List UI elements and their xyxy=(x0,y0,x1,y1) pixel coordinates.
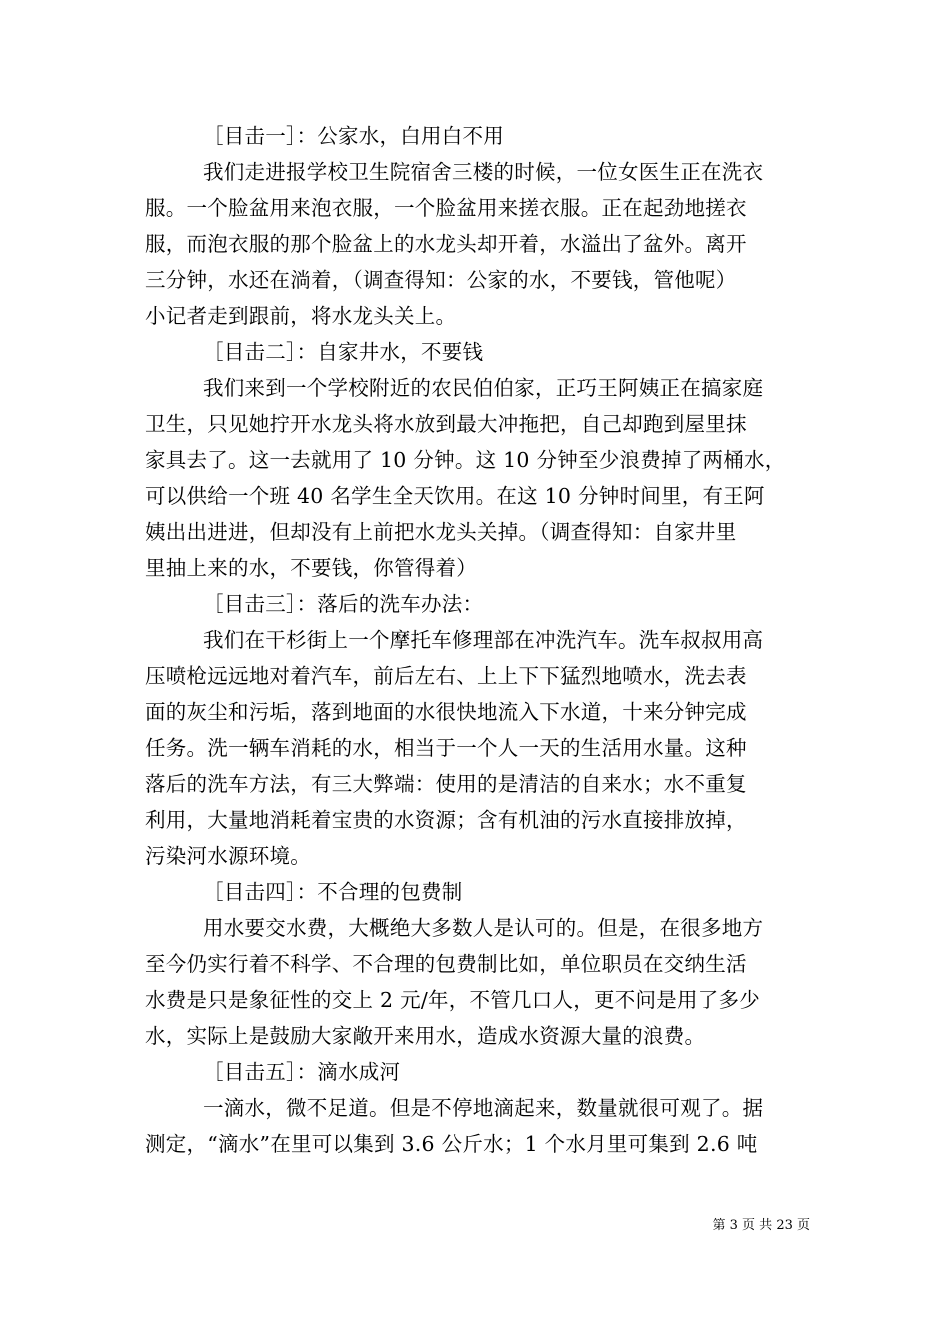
paragraph-line: 里抽上来的水，不要钱，你管得着） xyxy=(145,556,477,580)
paragraph-line: 用水要交水费，大概绝大多数人是认可的。但是，在很多地方 xyxy=(203,916,764,940)
paragraph-line: 姨出出进进，但却没有上前把水龙头关掉。（调查得知：自家井里 xyxy=(145,520,737,544)
paragraph-line: 服，而泡衣服的那个脸盆上的水龙头却开着，水溢出了盆外。离开 xyxy=(145,232,747,256)
paragraph-line: 任务。洗一辆车消耗的水，相当于一个人一天的生活用水量。这种 xyxy=(145,736,747,760)
paragraph-line: 一滴水，微不足道。但是不停地滴起来，数量就很可观了。据 xyxy=(203,1096,764,1120)
paragraph-line: 水，实际上是鼓励大家敞开来用水，造成水资源大量的浪费。 xyxy=(145,1024,706,1048)
section-heading: ［目击二］：自家井水，不要钱 xyxy=(203,340,484,364)
page-number: 第 3 页 共 23 页 xyxy=(712,1218,810,1233)
paragraph-line: 卫生，只见她拧开水龙头将水放到最大冲拖把，自己却跑到屋里抹 xyxy=(145,412,747,436)
paragraph-line: 服。一个脸盆用来泡衣服，一个脸盆用来搓衣服。正在起劲地搓衣 xyxy=(145,196,747,220)
paragraph-line: 压喷枪远远地对着汽车，前后左右、上上下下猛烈地喷水，洗去表 xyxy=(145,664,747,688)
section-heading: ［目击三］：落后的洗车办法： xyxy=(203,592,484,616)
paragraph-line: 落后的洗车方法，有三大弊端：使用的是清洁的自来水；水不重复 xyxy=(145,772,747,796)
paragraph-line: 至今仍实行着不科学、不合理的包费制比如，单位职员在交纳生活 xyxy=(145,952,747,976)
document-body xyxy=(145,118,810,1162)
paragraph-line: 污染河水源环境。 xyxy=(145,844,311,868)
paragraph-line: 我们来到一个学校附近的农民伯伯家，正巧王阿姨正在搞家庭 xyxy=(203,376,764,400)
section-heading: ［目击一］：公家水，白用白不用 xyxy=(203,124,504,148)
paragraph-line: 我们在干杉街上一个摩托车修理部在冲洗汽车。洗车叔叔用高 xyxy=(203,628,764,652)
paragraph-line: 家具去了。这一去就用了 10 分钟。这 10 分钟至少浪费掉了两桶水， xyxy=(145,448,786,472)
paragraph-line: 三分钟，水还在淌着，（调查得知：公家的水，不要钱，管他呢） xyxy=(145,268,737,292)
paragraph-line: 面的灰尘和污垢，落到地面的水很快地流入下水道，十来分钟完成 xyxy=(145,700,747,724)
section-heading: ［目击五］：滴水成河 xyxy=(203,1060,401,1084)
paragraph-line: 水费是只是象征性的交上 2 元/年，不管几口人，更不问是用了多少 xyxy=(145,988,760,1012)
paragraph-line: 测定，“滴水”在里可以集到 3.6 公斤水；1 个水月里可集到 2.6 吨 xyxy=(145,1132,758,1156)
paragraph-line: 可以供给一个班 40 名学生全天饮用。在这 10 分钟时间里，有王阿 xyxy=(145,484,765,508)
paragraph-line: 我们走进报学校卫生院宿舍三楼的时候，一位女医生正在洗衣 xyxy=(203,160,764,184)
paragraph-line: 小记者走到跟前，将水龙头关上。 xyxy=(145,304,457,328)
section-heading: ［目击四］：不合理的包费制 xyxy=(203,880,463,904)
paragraph-line: 利用，大量地消耗着宝贵的水资源；含有机油的污水直接排放掉， xyxy=(145,808,747,832)
